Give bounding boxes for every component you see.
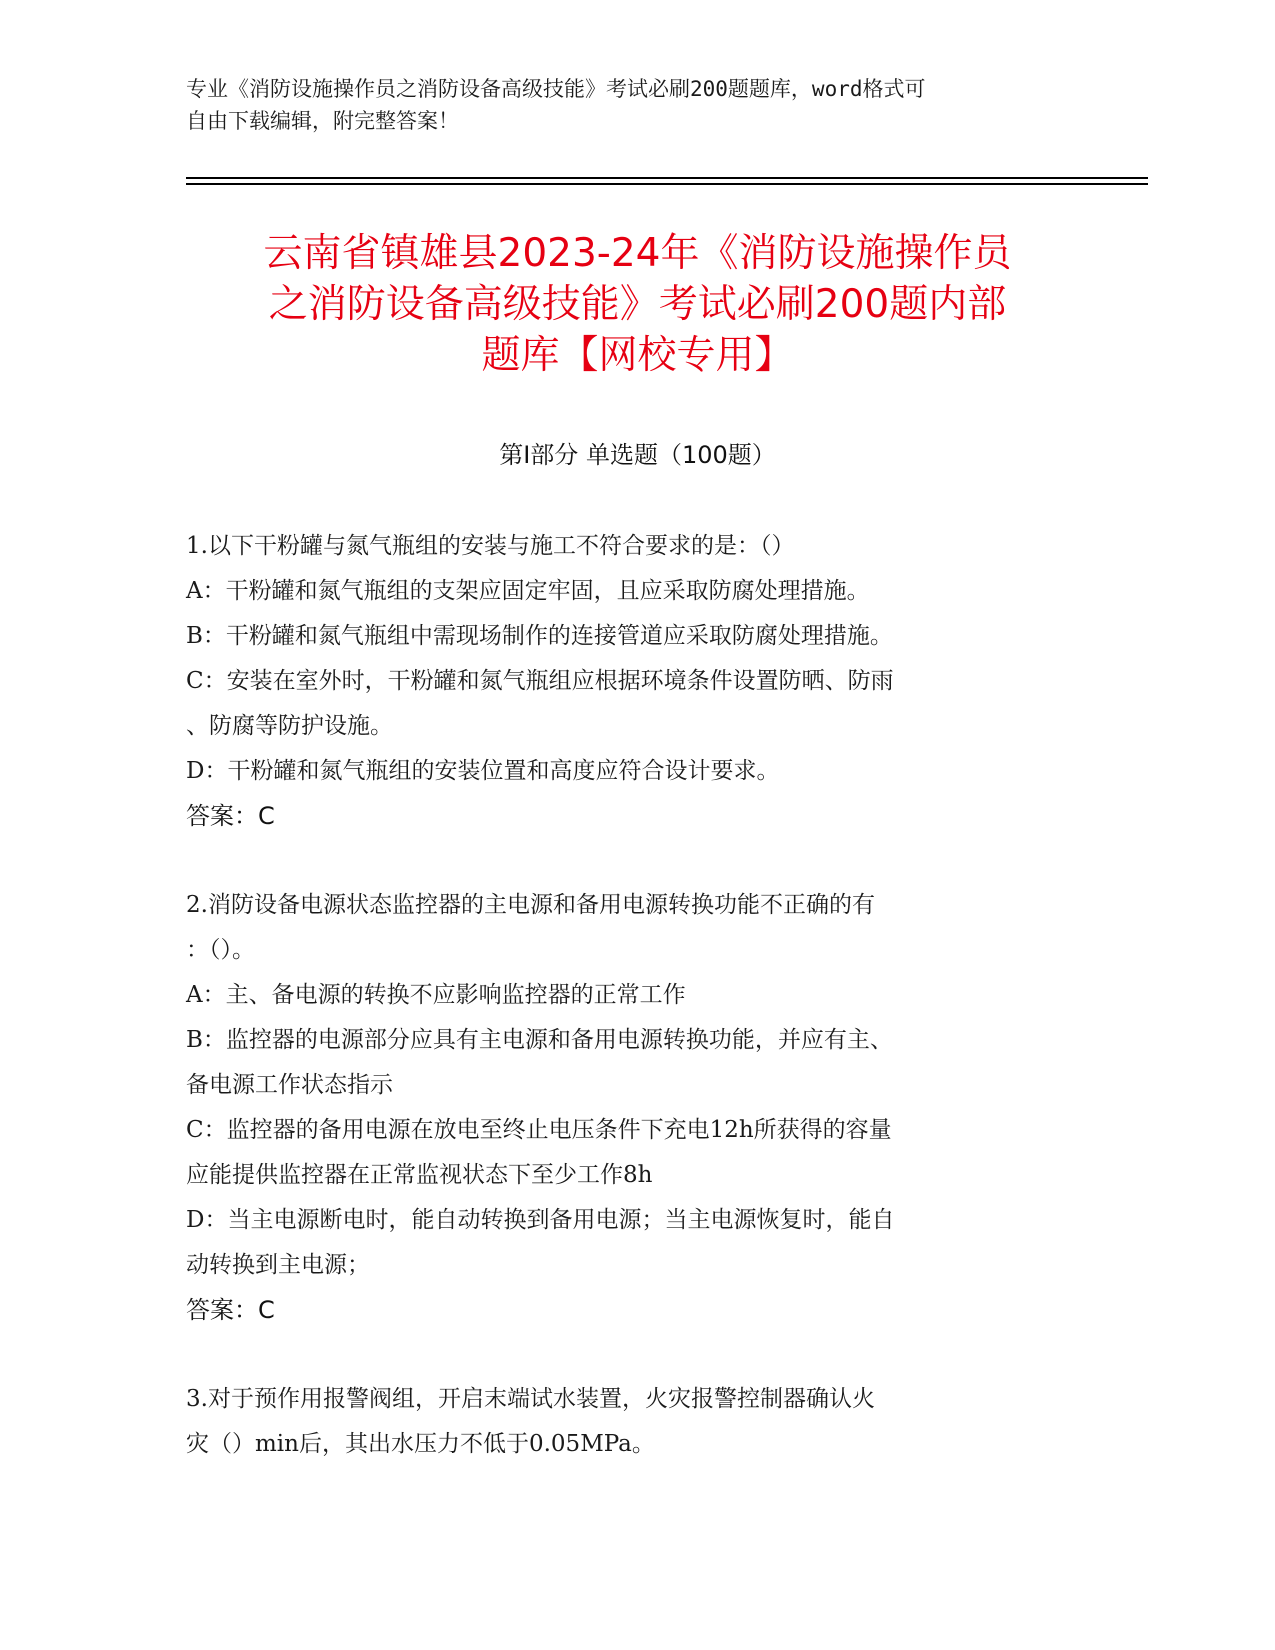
option-d-continued: 动转换到主电源； [186,1252,370,1278]
option-b: B：监控器的电源部分应具有主电源和备用电源转换功能，并应有主、 [186,1027,893,1053]
option-c: C：安装在室外时，干粉罐和氮气瓶组应根据环境条件设置防晒、防雨 [186,668,894,694]
option-a: A：主、备电源的转换不应影响监控器的正常工作 [186,982,686,1008]
answer-label: 答案：C [186,1296,275,1324]
title-line: 之消防设备高级技能》考试必刷200题内部 [268,282,1007,327]
option-d: D：当主电源断电时，能自动转换到备用电源；当主电源恢复时，能自 [186,1207,895,1233]
question-stem: 1.以下干粉罐与氮气瓶组的安装与施工不符合要求的是：（） [186,533,795,559]
option-b-continued: 备电源工作状态指示 [186,1072,393,1098]
title-line: 题库【网校专用】 [481,333,794,378]
question-stem: 3.对于预作用报警阀组，开启末端试水装置，火灾报警控制器确认火 [186,1386,875,1412]
question-3 [186,1377,1066,1467]
header-divider-top [186,177,1148,179]
option-c-continued: 、防腐等防护设施。 [186,713,393,739]
option-c: C：监控器的备用电源在放电至终止电压条件下充电12h所获得的容量 [186,1117,892,1143]
intro-line: 自由下载编辑，附完整答案！ [186,109,459,133]
question-stem-continued: ：（）。 [186,937,255,963]
option-b: B：干粉罐和氮气瓶组中需现场制作的连接管道应采取防腐处理措施。 [186,623,893,649]
intro-line: 专业《消防设施操作员之消防设备高级技能》考试必刷200题题库，word格式可 [186,77,926,101]
title-line: 云南省镇雄县2023-24年《消防设施操作员 [263,231,1012,276]
header-divider-bottom [186,183,1148,185]
document-title [160,228,1115,381]
section-heading: 第I部分 单选题（100题） [499,441,776,469]
question-list [186,524,1066,1511]
option-c-continued: 应能提供监控器在正常监视状态下至少工作8h [186,1162,653,1188]
question-1 [186,524,1066,839]
question-stem-continued: 灾（）min后，其出水压力不低于0.05MPa。 [186,1431,655,1457]
intro-text [186,73,1066,137]
question-stem: 2.消防设备电源状态监控器的主电源和备用电源转换功能不正确的有 [186,892,875,918]
answer-label: 答案：C [186,802,275,830]
question-2 [186,883,1066,1333]
option-d: D：干粉罐和氮气瓶组的安装位置和高度应符合设计要求。 [186,758,780,784]
option-a: A：干粉罐和氮气瓶组的支架应固定牢固，且应采取防腐处理措施。 [186,578,870,604]
